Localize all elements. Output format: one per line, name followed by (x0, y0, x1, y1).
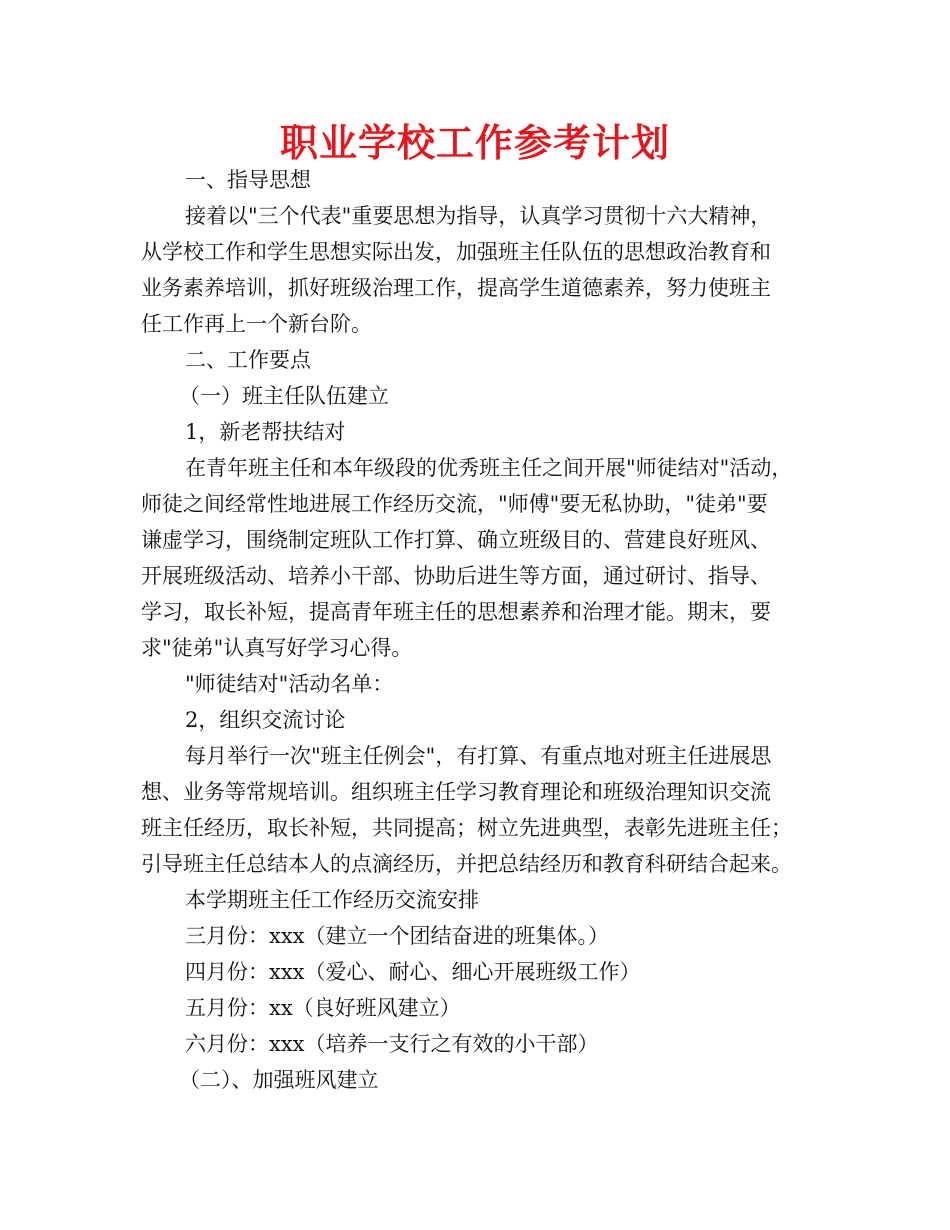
paragraph-line: 班主任经历，取长补短，共同提高；树立先进典型，表彰先进班主任； (141, 816, 792, 840)
schedule-item: 六月份：xxx（培养一支行之有效的小干部） (185, 1032, 599, 1056)
paragraph-line: 开展班级活动、培养小干部、协助后进生等方面，通过研讨、指导、 (141, 564, 771, 588)
schedule-item: 五月份：xx（良好班风建立） (185, 996, 461, 1020)
paragraph-line: 在青年班主任和本年级段的优秀班主任之间开展"师徒结对"活动， (185, 456, 793, 480)
schedule-item: 四月份：xxx（爱心、耐心、细心开展班级工作） (185, 960, 641, 984)
paragraph-line: 学习，取长补短，提高青年班主任的思想素养和治理才能。期末，要 (141, 600, 771, 624)
paragraph-line: 本学期班主任工作经历交流安排 (185, 888, 479, 912)
paragraph-line: 任工作再上一个新台阶。 (141, 312, 372, 336)
subsection-heading: （二）、加强班风建立 (179, 1068, 379, 1092)
item-heading: 2，组织交流讨论 (185, 708, 346, 732)
subsection-heading: （一）班主任队伍建立 (179, 384, 389, 408)
paragraph-line: 每月举行一次"班主任例会"，有打算、有重点地对班主任进展思 (185, 744, 772, 768)
paragraph-line: 引导班主任总结本人的点滴经历，并把总结经历和教育科研结合起来。 (141, 852, 792, 876)
paragraph-line: 业务素养培训，抓好班级治理工作，提高学生道德素养，努力使班主 (141, 276, 771, 300)
document-title: 职业学校工作参考计划 (279, 121, 670, 165)
paragraph-line: 想、业务等常规培训。组织班主任学习教育理论和班级治理知识交流 (141, 780, 771, 804)
paragraph-line: 谦虚学习，围绕制定班队工作打算、确立班级目的、营建良好班风、 (141, 528, 771, 552)
schedule-item: 三月份：xxx（建立一个团结奋进的班集体。） (185, 924, 610, 948)
section-heading: 一、指导思想 (185, 168, 311, 192)
document-body (141, 162, 821, 1098)
paragraph-line: "师徒结对"活动名单： (185, 672, 394, 696)
paragraph-line: 求"徒弟"认真写好学习心得。 (141, 636, 413, 660)
section-heading: 二、工作要点 (185, 348, 311, 372)
paragraph-line: 接着以"三个代表"重要思想为指导，认真学习贯彻十六大精神， (185, 204, 772, 228)
paragraph-line: 从学校工作和学生思想实际出发，加强班主任队伍的思想政治教育和 (141, 240, 771, 264)
paragraph-line: 师徒之间经常性地进展工作经历交流，"师傅"要无私协助，"徒弟"要 (141, 492, 768, 516)
item-heading: 1，新老帮扶结对 (185, 420, 346, 444)
